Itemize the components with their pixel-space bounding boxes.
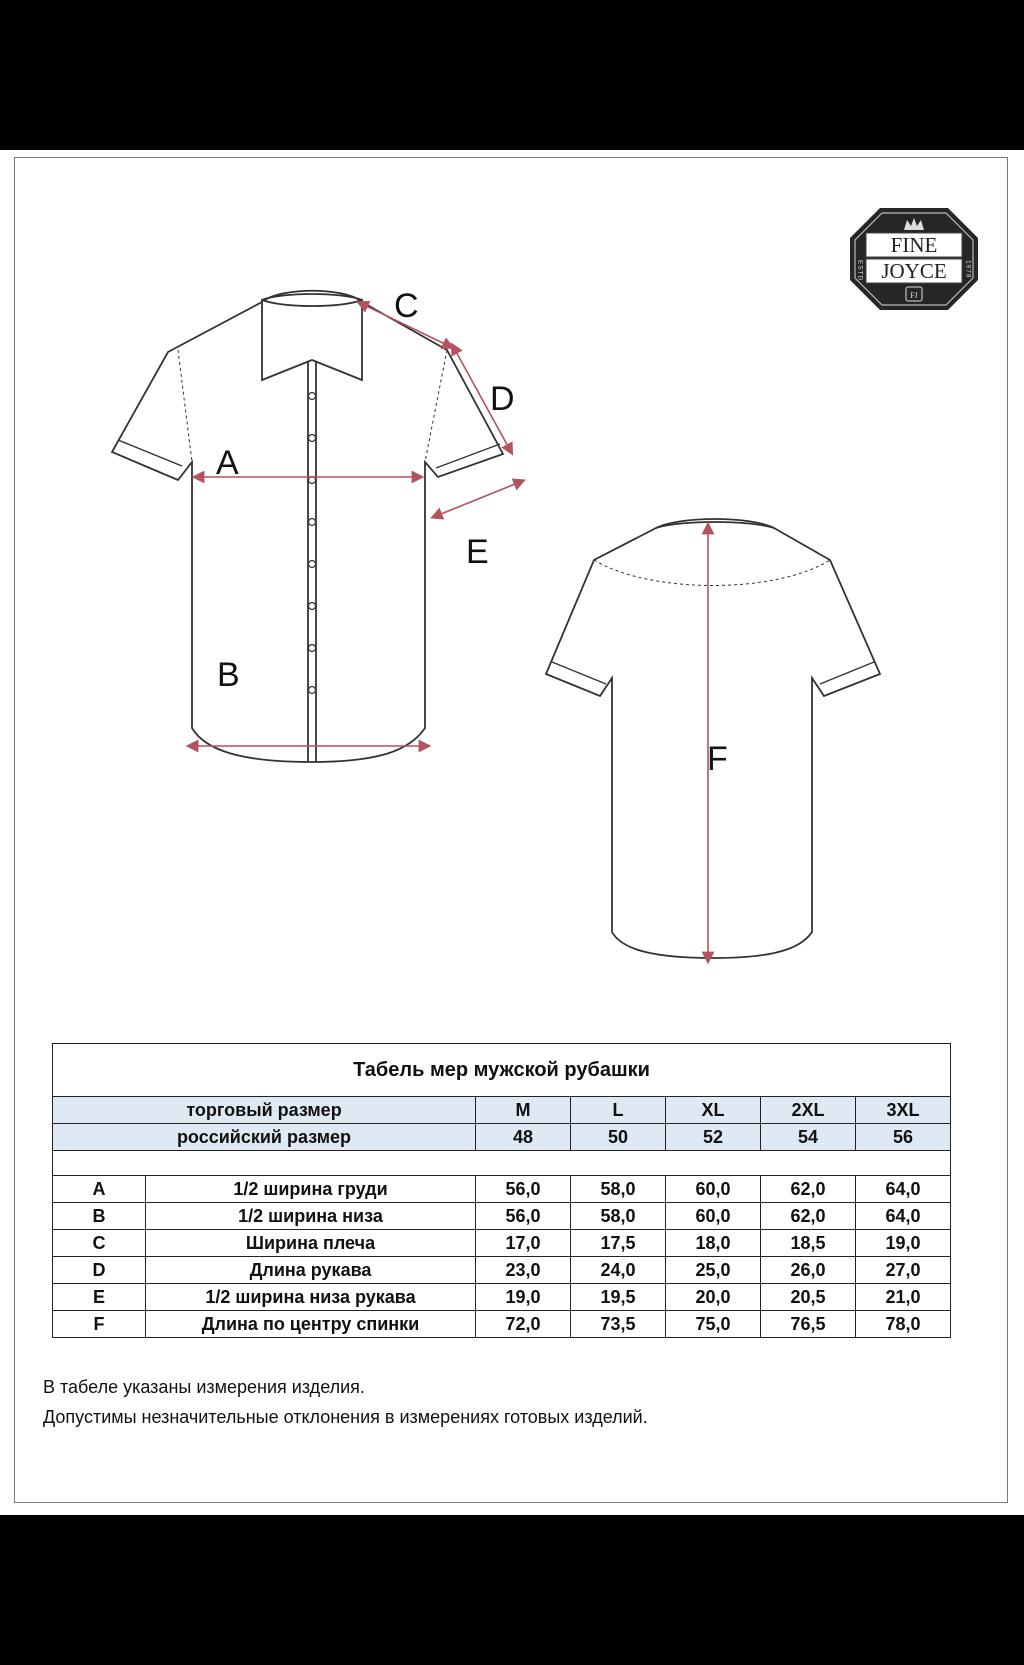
row-name: 1/2 ширина низа рукава — [146, 1284, 476, 1311]
table-row — [53, 1230, 951, 1257]
row-value: 19,0 — [476, 1284, 571, 1311]
spacer-row — [53, 1151, 951, 1176]
row-name: Длина рукава — [146, 1257, 476, 1284]
row-value: 76,5 — [761, 1311, 856, 1338]
size-chart-sheet — [0, 150, 1024, 1515]
row-value: 19,5 — [571, 1284, 666, 1311]
row-code: E — [53, 1284, 146, 1311]
table-row — [53, 1176, 951, 1203]
russian-size-cell: 50 — [571, 1124, 666, 1151]
russian-size-cell: 52 — [666, 1124, 761, 1151]
logo-line1: FINE — [890, 233, 938, 257]
row-code: F — [53, 1311, 146, 1338]
logo-line2: JOYCE — [881, 259, 947, 283]
row-code: D — [53, 1257, 146, 1284]
logo-monogram: FJ — [910, 291, 918, 300]
russian-size-cell: 48 — [476, 1124, 571, 1151]
row-name: Ширина плеча — [146, 1230, 476, 1257]
trade-size-label: торговый размер — [53, 1097, 476, 1124]
row-value: 64,0 — [856, 1203, 951, 1230]
size-cell: L — [571, 1097, 666, 1124]
logo-estd: ESTD — [856, 260, 864, 282]
row-value: 23,0 — [476, 1257, 571, 1284]
size-table — [52, 1043, 951, 1338]
row-value: 78,0 — [856, 1311, 951, 1338]
label-b: B — [217, 656, 240, 694]
row-value: 25,0 — [666, 1257, 761, 1284]
shirt-back-drawing — [546, 519, 880, 958]
row-name: 1/2 ширина груди — [146, 1176, 476, 1203]
row-value: 27,0 — [856, 1257, 951, 1284]
table-row — [53, 1311, 951, 1338]
row-value: 56,0 — [476, 1203, 571, 1230]
row-name: Длина по центру спинки — [146, 1311, 476, 1338]
row-value: 19,0 — [856, 1230, 951, 1257]
row-value: 20,5 — [761, 1284, 856, 1311]
row-value: 18,5 — [761, 1230, 856, 1257]
row-value: 62,0 — [761, 1203, 856, 1230]
row-code: B — [53, 1203, 146, 1230]
row-value: 17,0 — [476, 1230, 571, 1257]
trade-size-row — [53, 1097, 951, 1124]
label-e: E — [466, 533, 489, 571]
row-value: 56,0 — [476, 1176, 571, 1203]
shirt-front-drawing — [112, 287, 503, 762]
row-value: 58,0 — [571, 1203, 666, 1230]
row-value: 18,0 — [666, 1230, 761, 1257]
table-row — [53, 1257, 951, 1284]
table-row — [53, 1203, 951, 1230]
row-value: 64,0 — [856, 1176, 951, 1203]
row-value: 21,0 — [856, 1284, 951, 1311]
row-value: 73,5 — [571, 1311, 666, 1338]
table-title: Табель мер мужской рубашки — [53, 1044, 951, 1097]
label-d: D — [490, 380, 515, 418]
russian-size-label: российский размер — [53, 1124, 476, 1151]
notes — [43, 1372, 648, 1432]
label-f: F — [707, 740, 728, 778]
russian-size-cell: 54 — [761, 1124, 856, 1151]
row-value: 17,5 — [571, 1230, 666, 1257]
row-value: 72,0 — [476, 1311, 571, 1338]
row-value: 60,0 — [666, 1176, 761, 1203]
size-cell: M — [476, 1097, 571, 1124]
size-cell: 2XL — [761, 1097, 856, 1124]
label-a: A — [216, 444, 239, 482]
shirt-diagrams — [0, 150, 1024, 1030]
note-line-1: В табеле указаны измерения изделия. — [43, 1377, 365, 1397]
row-value: 20,0 — [666, 1284, 761, 1311]
row-code: A — [53, 1176, 146, 1203]
row-value: 26,0 — [761, 1257, 856, 1284]
row-value: 62,0 — [761, 1176, 856, 1203]
size-cell: XL — [666, 1097, 761, 1124]
logo-year: 1978 — [964, 260, 972, 279]
note-line-2: Допустимы незначительные отклонения в измерениях готовых изделий. — [43, 1407, 648, 1427]
row-code: C — [53, 1230, 146, 1257]
row-value: 24,0 — [571, 1257, 666, 1284]
russian-size-row — [53, 1124, 951, 1151]
row-value: 75,0 — [666, 1311, 761, 1338]
row-value: 58,0 — [571, 1176, 666, 1203]
row-value: 60,0 — [666, 1203, 761, 1230]
row-name: 1/2 ширина низа — [146, 1203, 476, 1230]
russian-size-cell: 56 — [856, 1124, 951, 1151]
label-c: C — [394, 287, 419, 325]
table-row — [53, 1284, 951, 1311]
size-cell: 3XL — [856, 1097, 951, 1124]
